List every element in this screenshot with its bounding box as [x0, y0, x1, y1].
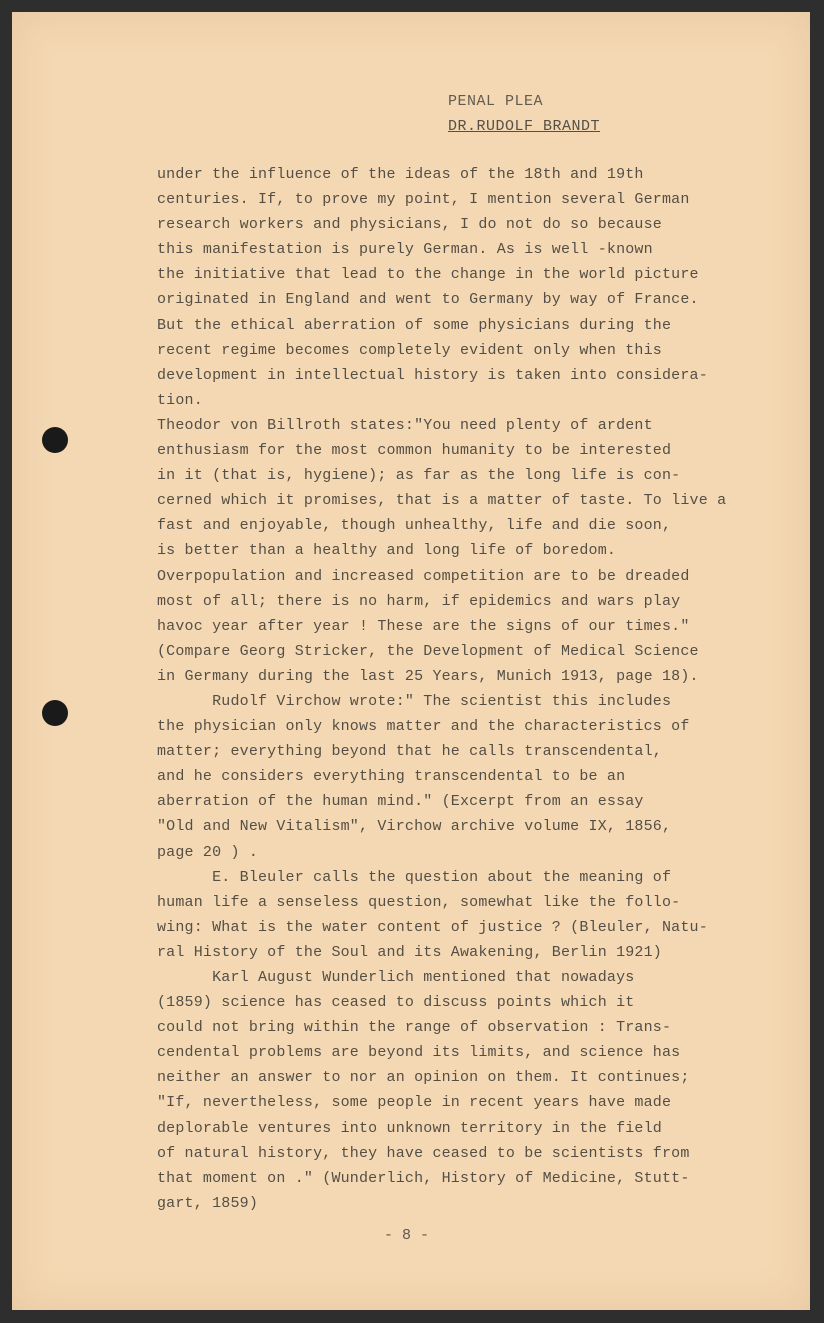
text-line: development in intellectual history is taken into considera-	[157, 366, 708, 384]
text-line: human life a senseless question, somewhat like the follo-	[157, 893, 681, 911]
text-line: under the influence of the ideas of the 18th and 19th	[157, 166, 644, 183]
body-text	[157, 162, 797, 1216]
text-line: tion.	[157, 391, 203, 409]
punch-hole	[42, 700, 68, 726]
text-line: neither an answer to nor an opinion on them. It continues;	[157, 1069, 690, 1087]
text-line: "Old and New Vitalism", Virchow archive volume IX, 1856,	[157, 818, 672, 836]
text-line: centuries. If, to prove my point, I mention several German	[157, 191, 690, 209]
text-line: is better than a healthy and long life of boredom.	[157, 542, 617, 560]
text-line: cerned which it promises, that is a matter of taste. To live a	[157, 492, 727, 510]
text-line: recent regime becomes completely evident only when this	[157, 341, 662, 359]
text-line: this manifestation is purely German. As is well -known	[157, 241, 653, 259]
text-line: cendental problems are beyond its limits, and science has	[157, 1044, 681, 1062]
text-line: could not bring within the range of observation : Trans-	[157, 1019, 672, 1037]
text-line: the physician only knows matter and the characteristics of	[157, 718, 690, 736]
text-line: Karl August Wunderlich mentioned that nowadays	[157, 969, 635, 986]
header-subtitle: DR.RUDOLF BRANDT	[448, 118, 601, 135]
text-line: havoc year after year ! These are the signs of our times."	[157, 617, 690, 635]
text-line: Rudolf Virchow wrote:" The scientist this includes	[157, 692, 672, 710]
text-line: Overpopulation and increased competition are to be dreaded	[157, 567, 690, 585]
text-line: wing: What is the water content of justice ? (Bleuler, Natu-	[157, 918, 708, 936]
text-line: "If, nevertheless, some people in recent years have made	[157, 1094, 672, 1112]
text-line: gart, 1859)	[157, 1194, 258, 1212]
text-line: Theodor von Billroth states:"You need plenty of ardent	[157, 416, 653, 434]
punch-hole	[42, 427, 68, 453]
text-line: the initiative that lead to the change in the world picture	[157, 266, 699, 284]
text-line: of natural history, they have ceased to be scientists from	[157, 1144, 690, 1162]
text-line: in it (that is, hygiene); as far as the long life is con-	[157, 467, 681, 485]
header-title: PENAL PLEA	[448, 93, 544, 110]
text-line: research workers and physicians, I do not do so because	[157, 216, 662, 234]
text-line: (Compare Georg Stricker, the Development of Medical Science	[157, 642, 699, 660]
document-page	[12, 12, 810, 1310]
page-number: - 8 -	[384, 1227, 430, 1244]
text-line: ral History of the Soul and its Awakening, Berlin 1921)	[157, 943, 662, 961]
text-line: page 20 ) .	[157, 843, 258, 861]
text-line: But the ethical aberration of some physicians during the	[157, 316, 672, 334]
text-line: in Germany during the last 25 Years, Munich 1913, page 18).	[157, 667, 699, 685]
text-line: originated in England and went to Germany by way of France.	[157, 291, 699, 309]
text-line: that moment on ." (Wunderlich, History of Medicine, Stutt-	[157, 1169, 690, 1187]
text-line: deplorable ventures into unknown territory in the field	[157, 1119, 662, 1137]
text-line: and he considers everything transcendental to be an	[157, 768, 626, 786]
text-line: (1859) science has ceased to discuss points which it	[157, 994, 635, 1012]
text-line: aberration of the human mind." (Excerpt from an essay	[157, 793, 644, 811]
text-line: matter; everything beyond that he calls transcendental,	[157, 743, 662, 761]
text-line: most of all; there is no harm, if epidemics and wars play	[157, 592, 681, 610]
text-line: E. Bleuler calls the question about the meaning of	[157, 868, 672, 886]
text-line: enthusiasm for the most common humanity to be interested	[157, 442, 672, 460]
text-line: fast and enjoyable, though unhealthy, life and die soon,	[157, 517, 672, 535]
